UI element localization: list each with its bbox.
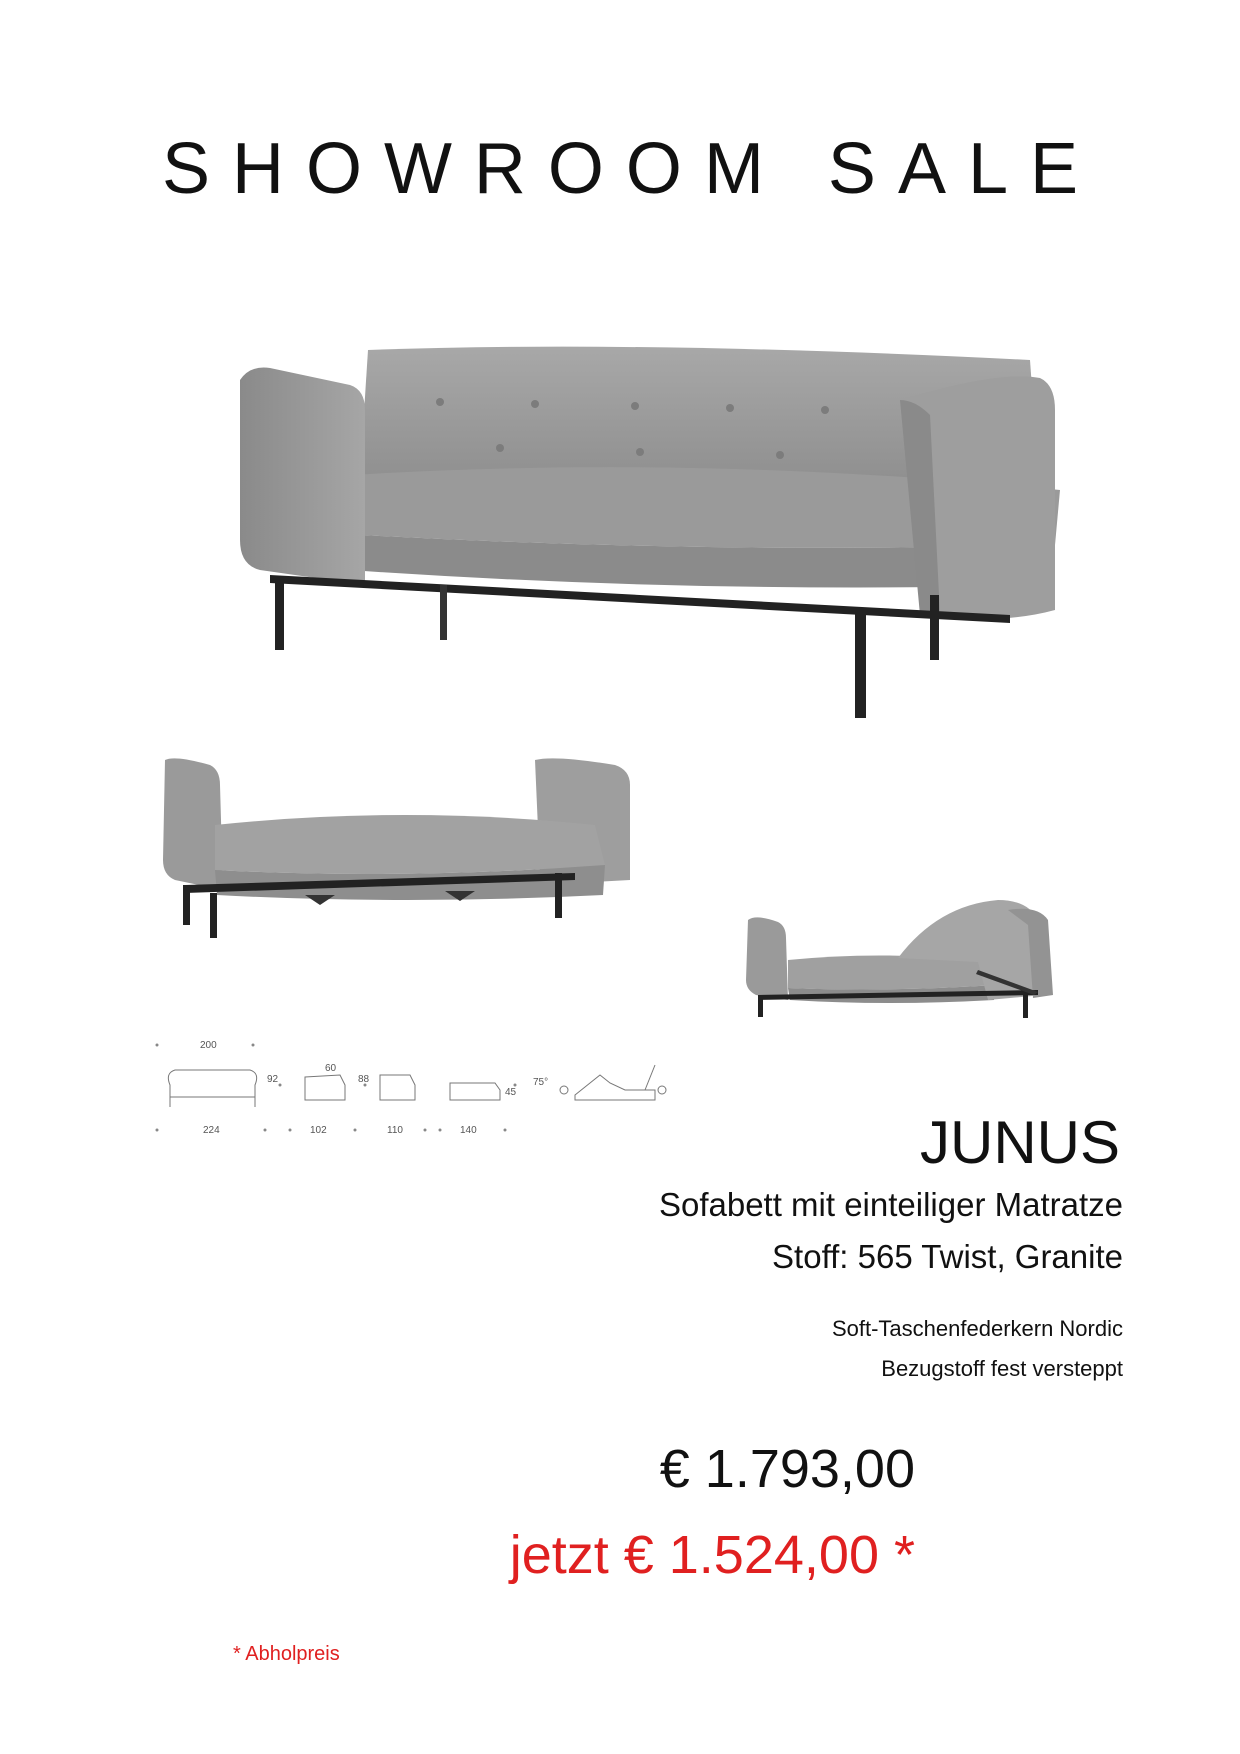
page-title: SHOWROOM SALE [161, 129, 1101, 209]
sofa-icon [240, 340, 1060, 720]
old-price: € 1.793,00 [659, 1439, 915, 1499]
product-feature-2: Bezugstoff fest versteppt [881, 1356, 1123, 1381]
dim-w4: 140 [460, 1125, 477, 1136]
dimensions-diagram-icon [155, 1035, 740, 1150]
sofa-bed-open-image [155, 755, 680, 940]
dim-w1: 224 [203, 1125, 220, 1136]
sale-price: jetzt € 1.524,00 * [509, 1525, 915, 1585]
sofa-hero-image [240, 340, 1060, 720]
product-feature-1: Soft-Taschenfederkern Nordic [831, 1316, 1123, 1341]
product-subtitle: Sofabett mit einteiliger Matratze [658, 1186, 1123, 1223]
dim-height-2: 88 [358, 1074, 370, 1085]
price-footnote: * Abholpreis [233, 1643, 340, 1665]
dim-depth-top: 60 [325, 1063, 337, 1074]
dim-w2: 102 [310, 1125, 327, 1136]
sofa-bed-recline-image [738, 900, 1063, 1020]
dim-angle: 75° [533, 1077, 549, 1088]
sofa-bed-open-icon [155, 755, 680, 940]
dimensions-drawing [155, 1035, 740, 1150]
product-fabric: Stoff: 565 Twist, Granite [772, 1238, 1123, 1275]
product-name: JUNUS [919, 1109, 1120, 1176]
dim-top-width: 200 [200, 1040, 217, 1051]
sofa-bed-recline-icon [738, 900, 1063, 1020]
dim-w3: 110 [387, 1125, 403, 1136]
dim-height-1: 92 [267, 1074, 279, 1085]
dim-height-3: 45 [505, 1087, 517, 1098]
